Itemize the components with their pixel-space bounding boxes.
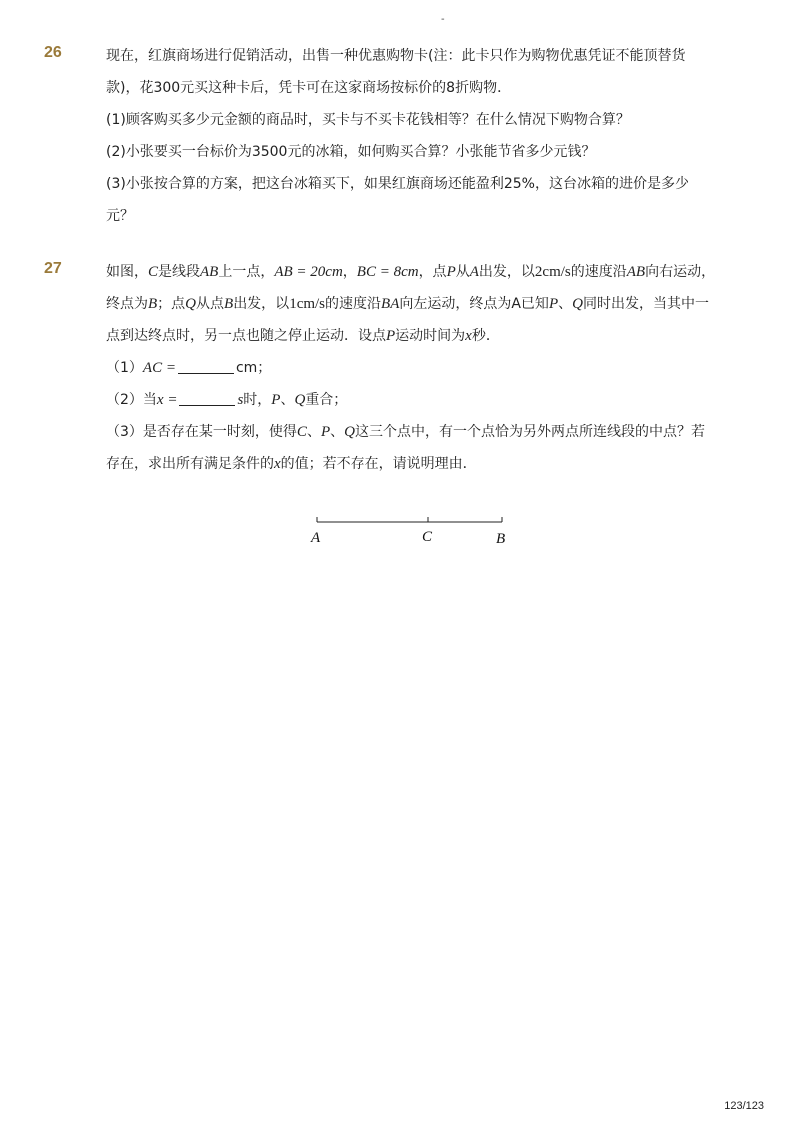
answer-blank-1[interactable] <box>178 357 234 374</box>
text: ， <box>342 264 357 280</box>
text: 如图， <box>106 264 148 280</box>
q27-sub-1 <box>106 352 726 384</box>
text: 的速度沿 <box>325 296 382 312</box>
math-var: B <box>148 296 158 312</box>
q26-line-4: (2)小张要买一台标价为3500元的冰箱，如何购买合算？小张能节省多少元钱？ <box>106 144 596 160</box>
math-var: P <box>446 264 456 280</box>
text: 同时出发，当其中一 <box>582 296 709 312</box>
q26-line-2: 款)，花300元买这种卡后，凭卡可在这家商场按标价的8折购物． <box>106 80 512 96</box>
math-var: A <box>469 264 479 280</box>
text: 的值；若不存在，请说明理由． <box>280 456 477 472</box>
text: 上一点， <box>218 264 275 280</box>
text: 出发，以 <box>478 264 535 280</box>
text: 从点 <box>196 296 225 312</box>
question-27-body <box>106 256 726 480</box>
text: 出发，以 <box>233 296 290 312</box>
math-unit: 2cm/s <box>534 264 571 280</box>
q26-line-3: (1)顾客购买多少元金额的商品时，买卡与不买卡花钱相等？在什么情况下购物合算？ <box>106 112 630 128</box>
math-var: AB <box>626 264 646 280</box>
question-26-body <box>106 40 726 232</box>
text: 从 <box>455 264 470 280</box>
text: 终点为 <box>106 296 148 312</box>
math-var: C <box>148 264 159 280</box>
label-c: C <box>422 529 433 545</box>
text: 向左运动，终点为A已知 <box>399 296 549 312</box>
q26-line-5: (3)小张按合算的方案，把这台冰箱买下，如果红旗商场还能盈利25%，这台冰箱的进价是多少 <box>106 176 689 192</box>
q27-sub-2 <box>106 384 726 416</box>
math-unit: s <box>237 392 244 408</box>
question-26-number: 26 <box>44 44 62 61</box>
q27-line-1 <box>106 256 726 288</box>
math-unit: 1cm/s <box>289 296 326 312</box>
math-var: AB <box>200 264 219 280</box>
text: 运动时间为 <box>395 328 466 344</box>
text: ；点 <box>157 296 186 312</box>
answer-blank-2[interactable] <box>179 389 235 406</box>
math-var: x <box>465 328 472 344</box>
math-var: BA <box>381 296 400 312</box>
text: 、 <box>558 296 573 312</box>
math-var: Q <box>294 392 306 408</box>
math-var: P <box>271 392 281 408</box>
text: 向右运动， <box>645 264 716 280</box>
q27-sub-3 <box>106 416 726 448</box>
label-b: B <box>496 531 506 547</box>
text: （3）是否存在某一时刻，使得 <box>106 424 297 440</box>
q27-line-3 <box>106 320 726 352</box>
text: 、 <box>330 424 345 440</box>
math-var: Q <box>572 296 583 312</box>
text: 、 <box>306 424 321 440</box>
text: 秒． <box>471 328 500 344</box>
math-var: Q <box>185 296 197 312</box>
label-a: A <box>311 530 321 546</box>
math-var: C <box>296 424 307 440</box>
math-var: B <box>224 296 234 312</box>
top-mark: - <box>441 14 445 25</box>
text: 的速度沿 <box>570 264 627 280</box>
q26-line-6: 元？ <box>106 208 134 224</box>
question-27-number: 27 <box>44 260 62 277</box>
text: 这三个点中，有一个点恰为另外两点所连线段的中点？若 <box>354 424 705 440</box>
page-number: 123/123 <box>724 1100 764 1112</box>
q26-line-1: 现在，红旗商场进行促销活动，出售一种优惠购物卡(注：此卡只作为购物优惠凭证不能顶替货 <box>106 48 686 64</box>
math-var: P <box>548 296 559 312</box>
text: （2）当 <box>106 392 157 408</box>
segment-diagram <box>300 510 520 560</box>
text: 、 <box>280 392 295 408</box>
text: 点到达终点时，另一点也随之停止运动．设点 <box>106 328 386 344</box>
text: 是线段 <box>158 264 201 280</box>
q27-line-2 <box>106 288 726 320</box>
math-expr: AC = <box>142 360 176 376</box>
text: 存在，求出所有满足条件的 <box>106 456 274 472</box>
math-var: Q <box>344 424 355 440</box>
math-expr: BC = 8cm <box>356 264 419 280</box>
text: 时， <box>243 392 272 408</box>
text: （1） <box>106 360 143 376</box>
text: ，点 <box>418 264 447 280</box>
q27-sub-3-cont <box>106 448 726 480</box>
math-expr: x = <box>156 392 178 408</box>
text: cm； <box>235 360 272 376</box>
text: 重合； <box>305 392 348 408</box>
math-var: P <box>320 424 331 440</box>
math-expr: AB = 20cm <box>274 264 343 280</box>
math-var: x <box>274 456 281 472</box>
math-var: P <box>386 328 396 344</box>
